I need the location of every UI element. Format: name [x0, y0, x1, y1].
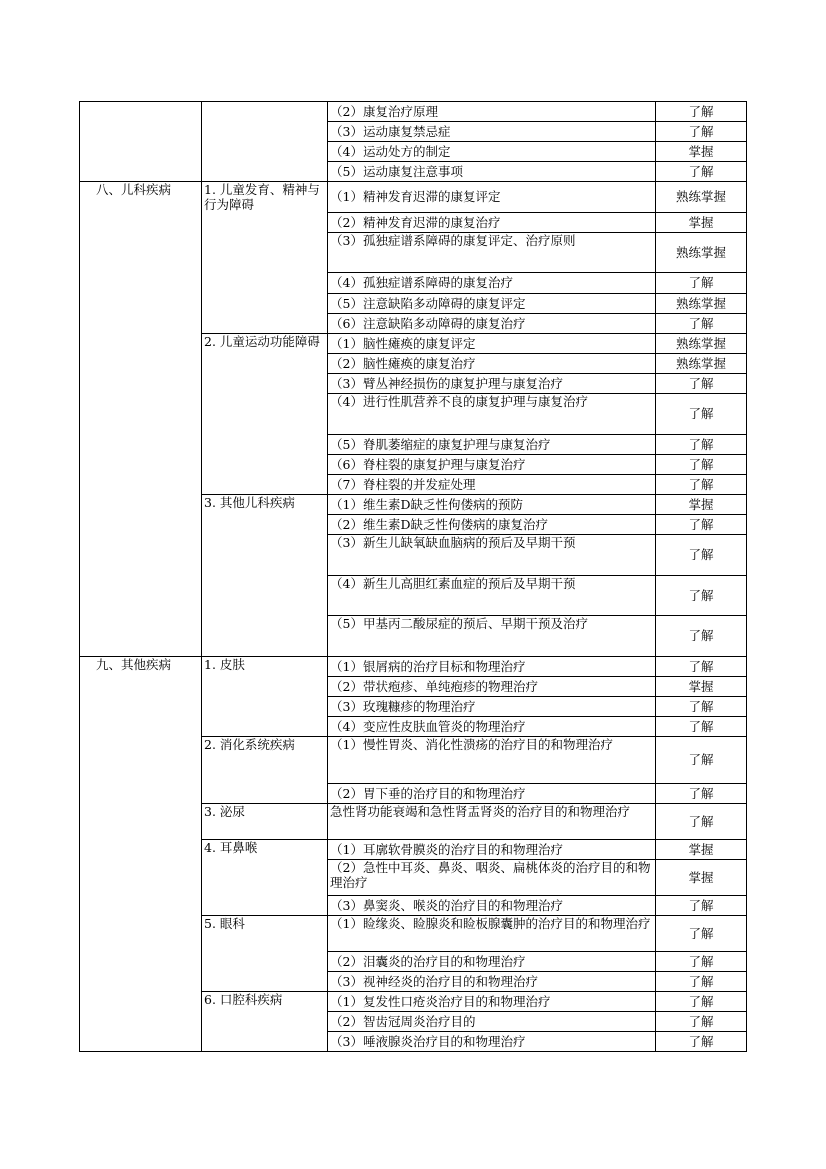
chapter-cell [80, 514, 202, 534]
table-row [80, 232, 747, 272]
content-cell: （1）银屑病的治疗目标和物理治疗 [328, 656, 656, 676]
requirement-cell: 了解 [656, 915, 747, 951]
chapter-cell [80, 1031, 202, 1051]
unit-cell [202, 272, 328, 293]
chapter-cell [80, 803, 202, 839]
unit-cell [202, 1011, 328, 1031]
chapter-cell [80, 333, 202, 353]
chapter-cell [80, 353, 202, 373]
table-row [80, 803, 747, 839]
content-cell: （5）甲基丙二酸尿症的预后、早期干预及治疗 [328, 615, 656, 656]
requirement-cell: 了解 [656, 575, 747, 615]
unit-cell [202, 293, 328, 313]
table-row [80, 212, 747, 232]
table-row [80, 434, 747, 454]
chapter-cell [80, 895, 202, 915]
unit-cell: 2. 儿童运动功能障碍 [202, 333, 328, 353]
content-cell: （7）脊柱裂的并发症处理 [328, 474, 656, 494]
table-row [80, 915, 747, 951]
chapter-cell: 八、儿科疾病 [80, 182, 202, 213]
content-cell: （2）康复治疗原理 [328, 102, 656, 122]
table-row [80, 991, 747, 1011]
unit-cell: 1. 儿童发育、精神与行为障碍 [202, 182, 328, 213]
chapter-cell [80, 534, 202, 575]
table-row [80, 859, 747, 895]
content-cell: （2）维生素D缺乏性佝偻病的康复治疗 [328, 514, 656, 534]
content-cell: 急性肾功能衰竭和急性肾盂肾炎的治疗目的和物理治疗 [328, 803, 656, 839]
requirement-cell: 了解 [656, 1011, 747, 1031]
table-row [80, 656, 747, 676]
content-cell: （4）孤独症谱系障碍的康复治疗 [328, 272, 656, 293]
requirement-cell: 了解 [656, 656, 747, 676]
chapter-cell [80, 696, 202, 716]
chapter-cell [80, 122, 202, 142]
table-row [80, 293, 747, 313]
requirement-cell: 熟练掌握 [656, 333, 747, 353]
chapter-cell [80, 1011, 202, 1031]
chapter-cell [80, 474, 202, 494]
unit-cell [202, 676, 328, 696]
requirement-cell: 了解 [656, 162, 747, 182]
chapter-cell [80, 373, 202, 393]
chapter-cell [80, 313, 202, 333]
content-cell: （2）脑性瘫痪的康复治疗 [328, 353, 656, 373]
requirement-cell: 了解 [656, 373, 747, 393]
chapter-cell [80, 951, 202, 971]
syllabus-table-body [80, 102, 747, 1052]
unit-cell [202, 514, 328, 534]
content-cell: （6）脊柱裂的康复护理与康复治疗 [328, 454, 656, 474]
chapter-cell [80, 393, 202, 434]
unit-cell [202, 971, 328, 991]
content-cell: （3）臂丛神经损伤的康复护理与康复治疗 [328, 373, 656, 393]
content-cell: （2）智齿冠周炎治疗目的 [328, 1011, 656, 1031]
unit-cell [202, 454, 328, 474]
content-cell: （3）玫瑰糠疹的物理治疗 [328, 696, 656, 716]
content-cell: （2）泪囊炎的治疗目的和物理治疗 [328, 951, 656, 971]
chapter-cell [80, 232, 202, 272]
table-row [80, 676, 747, 696]
chapter-cell [80, 676, 202, 696]
unit-cell [202, 142, 328, 162]
requirement-cell: 了解 [656, 393, 747, 434]
table-row [80, 353, 747, 373]
requirement-cell: 了解 [656, 615, 747, 656]
chapter-cell [80, 859, 202, 895]
content-cell: （1）复发性口疮炎治疗目的和物理治疗 [328, 991, 656, 1011]
table-row [80, 839, 747, 859]
chapter-cell [80, 494, 202, 514]
table-row [80, 696, 747, 716]
syllabus-table [79, 101, 747, 1052]
unit-cell [202, 895, 328, 915]
table-row [80, 951, 747, 971]
requirement-cell: 了解 [656, 534, 747, 575]
content-cell: （4）进行性肌营养不良的康复护理与康复治疗 [328, 393, 656, 434]
unit-cell [202, 393, 328, 434]
table-row [80, 474, 747, 494]
chapter-cell [80, 991, 202, 1011]
content-cell: （3）视神经炎的治疗目的和物理治疗 [328, 971, 656, 991]
chapter-cell [80, 212, 202, 232]
content-cell: （4）新生儿高胆红素血症的预后及早期干预 [328, 575, 656, 615]
requirement-cell: 掌握 [656, 494, 747, 514]
unit-cell [202, 474, 328, 494]
requirement-cell: 熟练掌握 [656, 293, 747, 313]
content-cell: （1）慢性胃炎、消化性溃疡的治疗目的和物理治疗 [328, 736, 656, 783]
content-cell: （1）睑缘炎、睑腺炎和睑板腺囊肿的治疗目的和物理治疗 [328, 915, 656, 951]
requirement-cell: 了解 [656, 895, 747, 915]
table-row [80, 1031, 747, 1051]
table-row [80, 736, 747, 783]
requirement-cell: 了解 [656, 991, 747, 1011]
requirement-cell: 了解 [656, 803, 747, 839]
content-cell: （2）精神发育迟滞的康复治疗 [328, 212, 656, 232]
content-cell: （1）维生素D缺乏性佝偻病的预防 [328, 494, 656, 514]
content-cell: （3）新生儿缺氧缺血脑病的预后及早期干预 [328, 534, 656, 575]
table-row [80, 313, 747, 333]
requirement-cell: 熟练掌握 [656, 232, 747, 272]
chapter-cell [80, 142, 202, 162]
requirement-cell: 掌握 [656, 839, 747, 859]
table-row [80, 494, 747, 514]
table-row [80, 122, 747, 142]
chapter-cell [80, 575, 202, 615]
unit-cell [202, 859, 328, 895]
table-row [80, 783, 747, 803]
chapter-cell [80, 434, 202, 454]
chapter-cell [80, 102, 202, 122]
table-row [80, 716, 747, 736]
requirement-cell: 了解 [656, 716, 747, 736]
table-row [80, 1011, 747, 1031]
chapter-cell [80, 736, 202, 783]
table-row [80, 575, 747, 615]
requirement-cell: 熟练掌握 [656, 182, 747, 213]
requirement-cell: 了解 [656, 454, 747, 474]
unit-cell: 1. 皮肤 [202, 656, 328, 676]
requirement-cell: 了解 [656, 514, 747, 534]
unit-cell [202, 353, 328, 373]
table-row [80, 333, 747, 353]
content-cell: （1）精神发育迟滞的康复评定 [328, 182, 656, 213]
table-row [80, 182, 747, 213]
table-row [80, 514, 747, 534]
requirement-cell: 了解 [656, 102, 747, 122]
content-cell: （3）唾液腺炎治疗目的和物理治疗 [328, 1031, 656, 1051]
unit-cell [202, 102, 328, 122]
content-cell: （2）胃下垂的治疗目的和物理治疗 [328, 783, 656, 803]
unit-cell: 2. 消化系统疾病 [202, 736, 328, 783]
content-cell: （1）耳廓软骨膜炎的治疗目的和物理治疗 [328, 839, 656, 859]
unit-cell [202, 783, 328, 803]
chapter-cell [80, 293, 202, 313]
chapter-cell [80, 915, 202, 951]
unit-cell [202, 575, 328, 615]
chapter-cell [80, 272, 202, 293]
content-cell: （5）运动康复注意事项 [328, 162, 656, 182]
content-cell: （6）注意缺陷多动障碍的康复治疗 [328, 313, 656, 333]
chapter-cell [80, 162, 202, 182]
chapter-cell [80, 615, 202, 656]
unit-cell: 3. 其他儿科疾病 [202, 494, 328, 514]
chapter-cell [80, 783, 202, 803]
requirement-cell: 掌握 [656, 142, 747, 162]
content-cell: （1）脑性瘫痪的康复评定 [328, 333, 656, 353]
unit-cell [202, 716, 328, 736]
table-row [80, 971, 747, 991]
requirement-cell: 了解 [656, 951, 747, 971]
unit-cell [202, 615, 328, 656]
table-row [80, 142, 747, 162]
requirement-cell: 了解 [656, 434, 747, 454]
requirement-cell: 了解 [656, 783, 747, 803]
unit-cell [202, 212, 328, 232]
content-cell: （4）运动处方的制定 [328, 142, 656, 162]
requirement-cell: 了解 [656, 971, 747, 991]
content-cell: （3）鼻窦炎、喉炎的治疗目的和物理治疗 [328, 895, 656, 915]
table-row [80, 272, 747, 293]
content-cell: （3）运动康复禁忌症 [328, 122, 656, 142]
requirement-cell: 熟练掌握 [656, 353, 747, 373]
unit-cell [202, 434, 328, 454]
content-cell: （2）急性中耳炎、鼻炎、咽炎、扁桃体炎的治疗目的和物理治疗 [328, 859, 656, 895]
content-cell: （4）变应性皮肤血管炎的物理治疗 [328, 716, 656, 736]
table-row [80, 102, 747, 122]
unit-cell [202, 313, 328, 333]
unit-cell [202, 122, 328, 142]
content-cell: （2）带状疱疹、单纯疱疹的物理治疗 [328, 676, 656, 696]
chapter-cell: 九、其他疾病 [80, 656, 202, 676]
unit-cell: 4. 耳鼻喉 [202, 839, 328, 859]
chapter-cell [80, 971, 202, 991]
unit-cell [202, 951, 328, 971]
unit-cell [202, 162, 328, 182]
unit-cell [202, 373, 328, 393]
chapter-cell [80, 454, 202, 474]
table-row [80, 615, 747, 656]
unit-cell [202, 534, 328, 575]
chapter-cell [80, 716, 202, 736]
unit-cell [202, 232, 328, 272]
requirement-cell: 了解 [656, 474, 747, 494]
unit-cell [202, 696, 328, 716]
unit-cell: 6. 口腔科疾病 [202, 991, 328, 1011]
table-row [80, 534, 747, 575]
requirement-cell: 掌握 [656, 676, 747, 696]
table-row [80, 162, 747, 182]
table-row [80, 393, 747, 434]
unit-cell: 3. 泌尿 [202, 803, 328, 839]
unit-cell [202, 1031, 328, 1051]
requirement-cell: 了解 [656, 1031, 747, 1051]
requirement-cell: 了解 [656, 122, 747, 142]
content-cell: （3）孤独症谱系障碍的康复评定、治疗原则 [328, 232, 656, 272]
requirement-cell: 了解 [656, 696, 747, 716]
unit-cell: 5. 眼科 [202, 915, 328, 951]
requirement-cell: 了解 [656, 313, 747, 333]
chapter-cell [80, 839, 202, 859]
table-row [80, 373, 747, 393]
requirement-cell: 了解 [656, 272, 747, 293]
content-cell: （5）脊肌萎缩症的康复护理与康复治疗 [328, 434, 656, 454]
requirement-cell: 了解 [656, 736, 747, 783]
content-cell: （5）注意缺陷多动障碍的康复评定 [328, 293, 656, 313]
table-row [80, 895, 747, 915]
requirement-cell: 掌握 [656, 859, 747, 895]
table-row [80, 454, 747, 474]
requirement-cell: 掌握 [656, 212, 747, 232]
